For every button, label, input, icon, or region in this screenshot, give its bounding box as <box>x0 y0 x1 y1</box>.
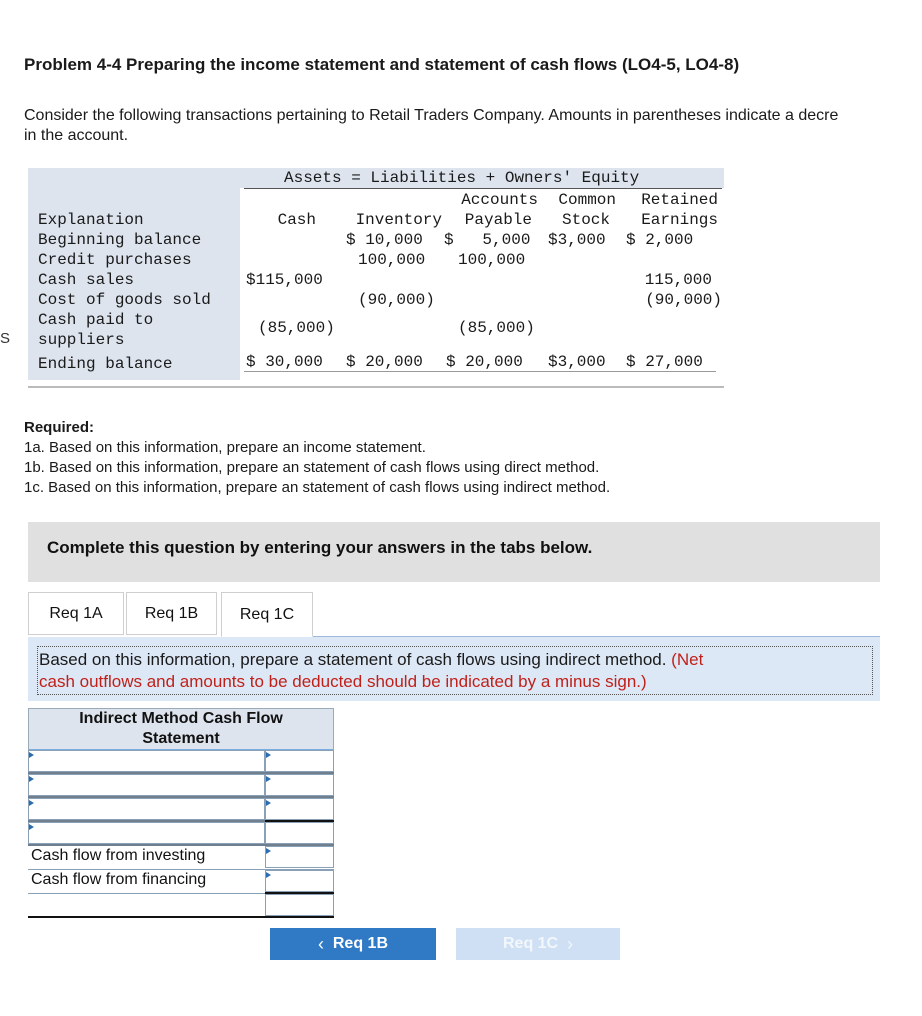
form-header <box>28 708 334 750</box>
tab-req-1a[interactable]: Req 1A <box>28 592 124 635</box>
form-row <box>28 894 334 918</box>
cell-cash: $ 30,000 <box>246 353 323 371</box>
required-section <box>24 418 610 498</box>
cell-payable: 100,000 <box>458 251 526 269</box>
tab-req-1c[interactable]: Req 1C <box>221 592 313 637</box>
required-label: Required: <box>24 419 95 436</box>
chevron-left-icon: ‹ <box>317 933 324 954</box>
instructions-text: Based on this information, prepare a statement of cash flows using indirect method. <box>39 650 672 669</box>
form-title-line-1: Indirect Method Cash Flow <box>79 710 283 727</box>
required-item: 1c. Based on this information, prepare an statement of cash flows using indirect method. <box>24 479 611 496</box>
header-stock: Stock <box>561 211 610 229</box>
required-item: 1b. Based on this information, prepare an statement of cash flows using direct method. <box>24 459 600 476</box>
row-label-total <box>28 894 265 916</box>
header-explanation: Explanation <box>38 211 144 229</box>
header-cash: Cash <box>277 211 316 229</box>
intro-line-1: Consider the following transactions pertaining to Retail Traders Company. Amounts in parentheses indicate a decre <box>24 107 839 124</box>
intro-line-2: in the account. <box>24 127 129 144</box>
row-description-input[interactable] <box>28 822 265 844</box>
next-tab-button[interactable]: Req 1C › <box>456 928 620 960</box>
row-description-input[interactable] <box>28 750 265 772</box>
form-row <box>28 870 334 894</box>
cell-payable: (85,000) <box>458 319 535 337</box>
indirect-cash-flow-form <box>28 708 334 918</box>
transactions-table <box>28 168 724 392</box>
row-amount-input[interactable] <box>265 894 334 916</box>
cell-payable: $ 20,000 <box>446 353 523 371</box>
header-payable: Payable <box>464 211 532 229</box>
header-accounts: Accounts <box>461 191 538 209</box>
header-common: Common <box>558 191 616 209</box>
row-description-input[interactable] <box>28 798 265 820</box>
row-label: Ending balance <box>38 355 173 373</box>
clipped-edge-character: S <box>0 330 11 347</box>
cell-inventory: 100,000 <box>358 251 426 269</box>
form-row <box>28 750 334 774</box>
problem-title: Problem 4-4 Preparing the income statement and statement of cash flows (LO4-5, LO4-8) <box>24 55 740 74</box>
problem-intro <box>24 106 922 146</box>
cell-stock: $3,000 <box>548 353 606 371</box>
row-label-investing: Cash flow from investing <box>28 846 265 868</box>
cell-earnings: $ 27,000 <box>626 353 703 371</box>
form-row <box>28 822 334 846</box>
cell-payable: $ 5,000 <box>444 231 531 249</box>
accounting-equation: Assets = Liabilities + Owners' Equity <box>284 169 640 187</box>
cell-cash: $115,000 <box>246 271 323 289</box>
required-item: 1a. Based on this information, prepare an income statement. <box>24 439 426 456</box>
row-label-line-2: suppliers <box>38 331 125 349</box>
row-label-financing: Cash flow from financing <box>28 870 265 892</box>
header-retained: Retained <box>641 191 718 209</box>
cell-earnings: $ 2,000 <box>626 231 694 249</box>
cell-stock: $3,000 <box>548 231 606 249</box>
row-amount-input[interactable] <box>265 870 334 892</box>
cell-inventory: $ 10,000 <box>346 231 423 249</box>
cell-inventory: $ 20,000 <box>346 353 423 371</box>
instructions-note-start: (Net <box>671 650 704 669</box>
row-label: Credit purchases <box>38 251 192 269</box>
prev-tab-button[interactable]: ‹ Req 1B <box>270 928 436 960</box>
cell-earnings: (90,000) <box>645 291 722 309</box>
row-amount-input[interactable] <box>265 774 334 796</box>
row-label: Cost of goods sold <box>38 291 211 309</box>
form-title-line-2: Statement <box>142 730 220 747</box>
tab-instructions <box>28 637 880 701</box>
instructions-banner: Complete this question by entering your answers in the tabs below. <box>28 522 880 582</box>
chevron-right-icon: › <box>567 933 573 954</box>
form-row <box>28 774 334 798</box>
header-inventory: Inventory <box>355 211 442 229</box>
row-amount-input[interactable] <box>265 798 334 820</box>
form-row <box>28 846 334 870</box>
row-description-input[interactable] <box>28 774 265 796</box>
instructions-note-end: cash outflows and amounts to be deducted should be indicated by a minus sign.) <box>39 672 647 691</box>
cell-cash: (85,000) <box>258 319 335 337</box>
row-label: Beginning balance <box>38 231 202 249</box>
row-amount-input[interactable] <box>265 750 334 772</box>
row-label-line-1: Cash paid to <box>38 311 154 329</box>
row-amount-input[interactable] <box>265 822 334 844</box>
row-amount-input[interactable] <box>265 846 334 868</box>
form-row <box>28 798 334 822</box>
header-earnings: Earnings <box>641 211 718 229</box>
cell-earnings: 115,000 <box>644 271 712 289</box>
cell-inventory: (90,000) <box>358 291 435 309</box>
tab-req-1b[interactable]: Req 1B <box>126 592 217 635</box>
row-label: Cash sales <box>38 271 135 289</box>
